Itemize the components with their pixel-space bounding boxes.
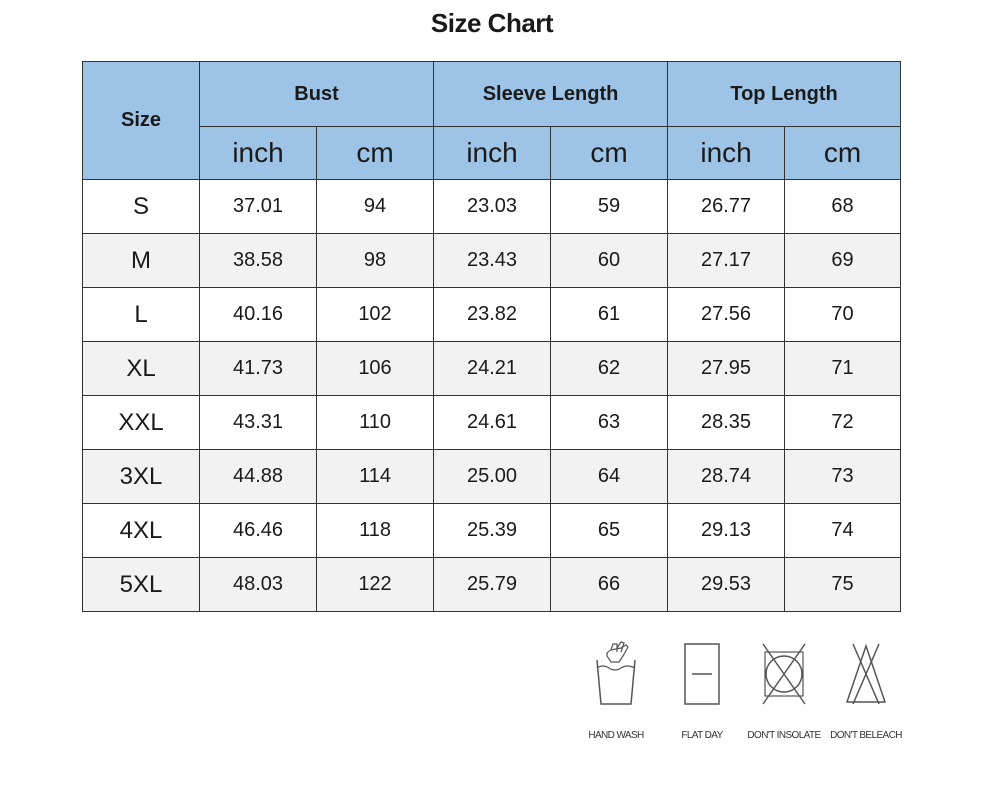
table-cell: 64 <box>551 450 668 504</box>
table-cell: 41.73 <box>200 342 317 396</box>
bust-header: Bust <box>200 62 434 127</box>
table-cell: 43.31 <box>200 396 317 450</box>
size-cell: L <box>83 288 200 342</box>
table-cell: 29.13 <box>668 504 785 558</box>
table-cell: 71 <box>785 342 901 396</box>
size-column-header: Size <box>83 62 200 180</box>
table-cell: 27.95 <box>668 342 785 396</box>
sleeve-length-header: Sleeve Length <box>434 62 668 127</box>
do-not-tumble-icon <box>759 638 809 708</box>
table-row <box>83 558 901 612</box>
table-cell: 70 <box>785 288 901 342</box>
table-cell: 106 <box>317 342 434 396</box>
care-dont-insolate <box>744 638 824 741</box>
unit-header-inch: inch <box>668 127 785 180</box>
table-cell: 68 <box>785 180 901 234</box>
flat-dry-icon <box>677 638 727 708</box>
table-cell: 37.01 <box>200 180 317 234</box>
care-label: HAND WASH <box>588 730 644 741</box>
size-cell: 4XL <box>83 504 200 558</box>
size-cell: M <box>83 234 200 288</box>
table-cell: 38.58 <box>200 234 317 288</box>
table-cell: 24.21 <box>434 342 551 396</box>
table-cell: 46.46 <box>200 504 317 558</box>
table-cell: 60 <box>551 234 668 288</box>
table-cell: 61 <box>551 288 668 342</box>
table-cell: 75 <box>785 558 901 612</box>
size-cell: 5XL <box>83 558 200 612</box>
unit-header-cm: cm <box>551 127 668 180</box>
size-chart-table <box>82 61 901 612</box>
care-label: DON'T BELEACH <box>830 730 902 741</box>
top-length-header: Top Length <box>668 62 901 127</box>
table-row <box>83 342 901 396</box>
table-cell: 114 <box>317 450 434 504</box>
table-cell: 29.53 <box>668 558 785 612</box>
table-cell: 23.82 <box>434 288 551 342</box>
table-row <box>83 180 901 234</box>
do-not-bleach-icon <box>841 638 891 708</box>
table-cell: 23.03 <box>434 180 551 234</box>
care-dont-bleach <box>826 638 906 741</box>
care-label: FLAT DAY <box>681 730 723 741</box>
table-row <box>83 234 901 288</box>
table-cell: 74 <box>785 504 901 558</box>
size-cell: XXL <box>83 396 200 450</box>
hand-wash-icon <box>591 638 641 708</box>
table-cell: 26.77 <box>668 180 785 234</box>
size-cell: S <box>83 180 200 234</box>
table-cell: 65 <box>551 504 668 558</box>
table-cell: 69 <box>785 234 901 288</box>
table-cell: 59 <box>551 180 668 234</box>
table-cell: 102 <box>317 288 434 342</box>
table-cell: 40.16 <box>200 288 317 342</box>
table-cell: 62 <box>551 342 668 396</box>
table-cell: 27.17 <box>668 234 785 288</box>
table-cell: 44.88 <box>200 450 317 504</box>
size-cell: 3XL <box>83 450 200 504</box>
table-cell: 48.03 <box>200 558 317 612</box>
table-cell: 25.79 <box>434 558 551 612</box>
table-row <box>83 288 901 342</box>
table-cell: 72 <box>785 396 901 450</box>
table-row <box>83 396 901 450</box>
table-row <box>83 504 901 558</box>
table-cell: 23.43 <box>434 234 551 288</box>
unit-header-inch: inch <box>434 127 551 180</box>
unit-header-cm: cm <box>317 127 434 180</box>
page-title: Size Chart <box>430 8 554 38</box>
table-cell: 73 <box>785 450 901 504</box>
table-cell: 110 <box>317 396 434 450</box>
care-flat-dry <box>662 638 742 741</box>
table-cell: 25.00 <box>434 450 551 504</box>
table-cell: 63 <box>551 396 668 450</box>
table-cell: 25.39 <box>434 504 551 558</box>
table-cell: 27.56 <box>668 288 785 342</box>
care-label: DON'T INSOLATE <box>747 730 821 741</box>
table-cell: 122 <box>317 558 434 612</box>
care-hand-wash <box>576 638 656 741</box>
table-cell: 94 <box>317 180 434 234</box>
table-cell: 24.61 <box>434 396 551 450</box>
table-row <box>83 450 901 504</box>
table-cell: 66 <box>551 558 668 612</box>
table-cell: 118 <box>317 504 434 558</box>
table-cell: 28.35 <box>668 396 785 450</box>
unit-header-cm: cm <box>785 127 901 180</box>
table-cell: 98 <box>317 234 434 288</box>
unit-header-inch: inch <box>200 127 317 180</box>
table-cell: 28.74 <box>668 450 785 504</box>
size-cell: XL <box>83 342 200 396</box>
